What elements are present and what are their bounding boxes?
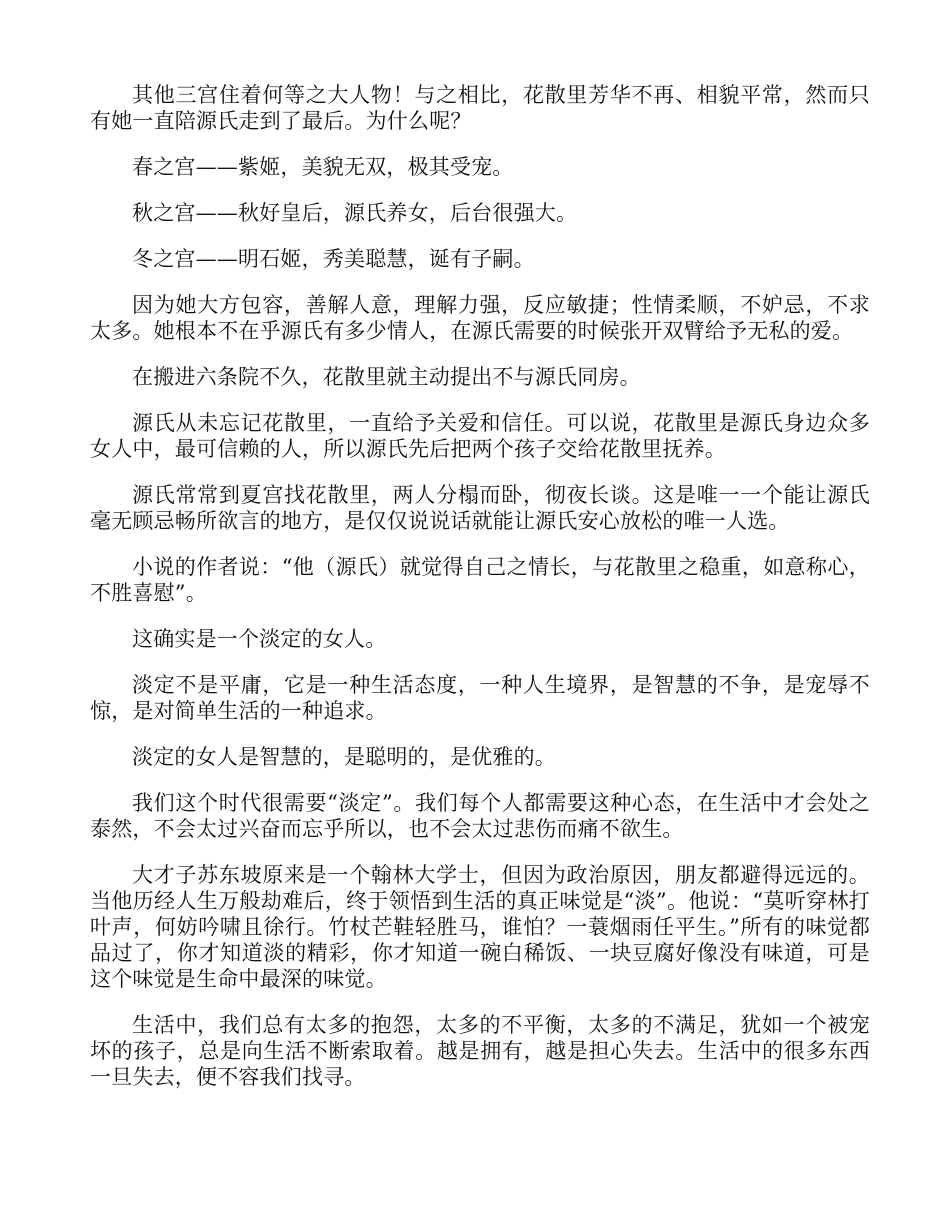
paragraph: 大才子苏东坡原来是一个翰林大学士，但因为政治原因，朋友都避得远远的。当他历经人生万般劫难后，终于领悟到生活的真正味觉是“淡”。他说：“莫听穿林打叶声，何妨吟啸且徐行。竹杖芒鞋轻胜马，谁怕？一蓑烟雨任平生。”所有的味觉都品过了，你才知道淡的精彩，你才知道一碗白稀饭、一块豆腐好像没有味道，可是这个味觉是生命中最深的味觉。: [90, 863, 870, 991]
paragraph: 秋之宫——秋好皇后，源氏养女，后台很强大。: [132, 201, 578, 225]
paragraph: 生活中，我们总有太多的抱怨，太多的不平衡，太多的不满足，犹如一个被宠坏的孩子，总是向生活不断索取着。越是拥有，越是担心失去。生活中的很多东西一旦失去，便不容我们找寻。: [90, 1013, 870, 1089]
paragraph: 源氏常常到夏宫找花散里，两人分榻而卧，彻夜长谈。这是唯一一个能让源氏毫无顾忌畅所欲言的地方，是仅仅说说话就能让源氏安心放松的唯一人选。: [90, 483, 870, 533]
paragraph: 其他三宫住着何等之大人物！与之相比，花散里芳华不再、相貌平常，然而只有她一直陪源氏走到了最后。为什么呢？: [90, 83, 870, 133]
paragraph: 因为她大方包容，善解人意，理解力强，反应敏捷；性情柔顺，不妒忌，不求太多。她根本不在乎源氏有多少情人，在源氏需要的时候张开双臂给予无私的爱。: [90, 293, 870, 343]
paragraph: 小说的作者说：“他（源氏）就觉得自己之情长，与花散里之稳重，如意称心，不胜喜慰”。: [90, 555, 870, 605]
paragraph: 淡定的女人是智慧的，是聪明的，是优雅的。: [132, 745, 556, 769]
paragraph: 在搬进六条院不久，花散里就主动提出不与源氏同房。: [132, 365, 641, 389]
paragraph: 春之宫——紫姬，美貌无双，极其受宠。: [132, 155, 514, 179]
paragraph: 淡定不是平庸，它是一种生活态度，一种人生境界，是智慧的不争，是宠辱不惊，是对简单生活的一种追求。: [90, 673, 870, 723]
paragraph: 我们这个时代很需要“淡定”。我们每个人都需要这种心态，在生活中才会处之泰然，不会太过兴奋而忘乎所以，也不会太过悲伤而痛不欲生。: [90, 791, 870, 841]
paragraph: 冬之宫——明石姬，秀美聪慧，诞有子嗣。: [132, 247, 535, 271]
document-page: [90, 82, 870, 1110]
paragraph: 这确实是一个淡定的女人。: [132, 627, 387, 651]
paragraph: 源氏从未忘记花散里，一直给予关爱和信任。可以说，花散里是源氏身边众多女人中，最可信赖的人，所以源氏先后把两个孩子交给花散里抚养。: [90, 411, 870, 461]
